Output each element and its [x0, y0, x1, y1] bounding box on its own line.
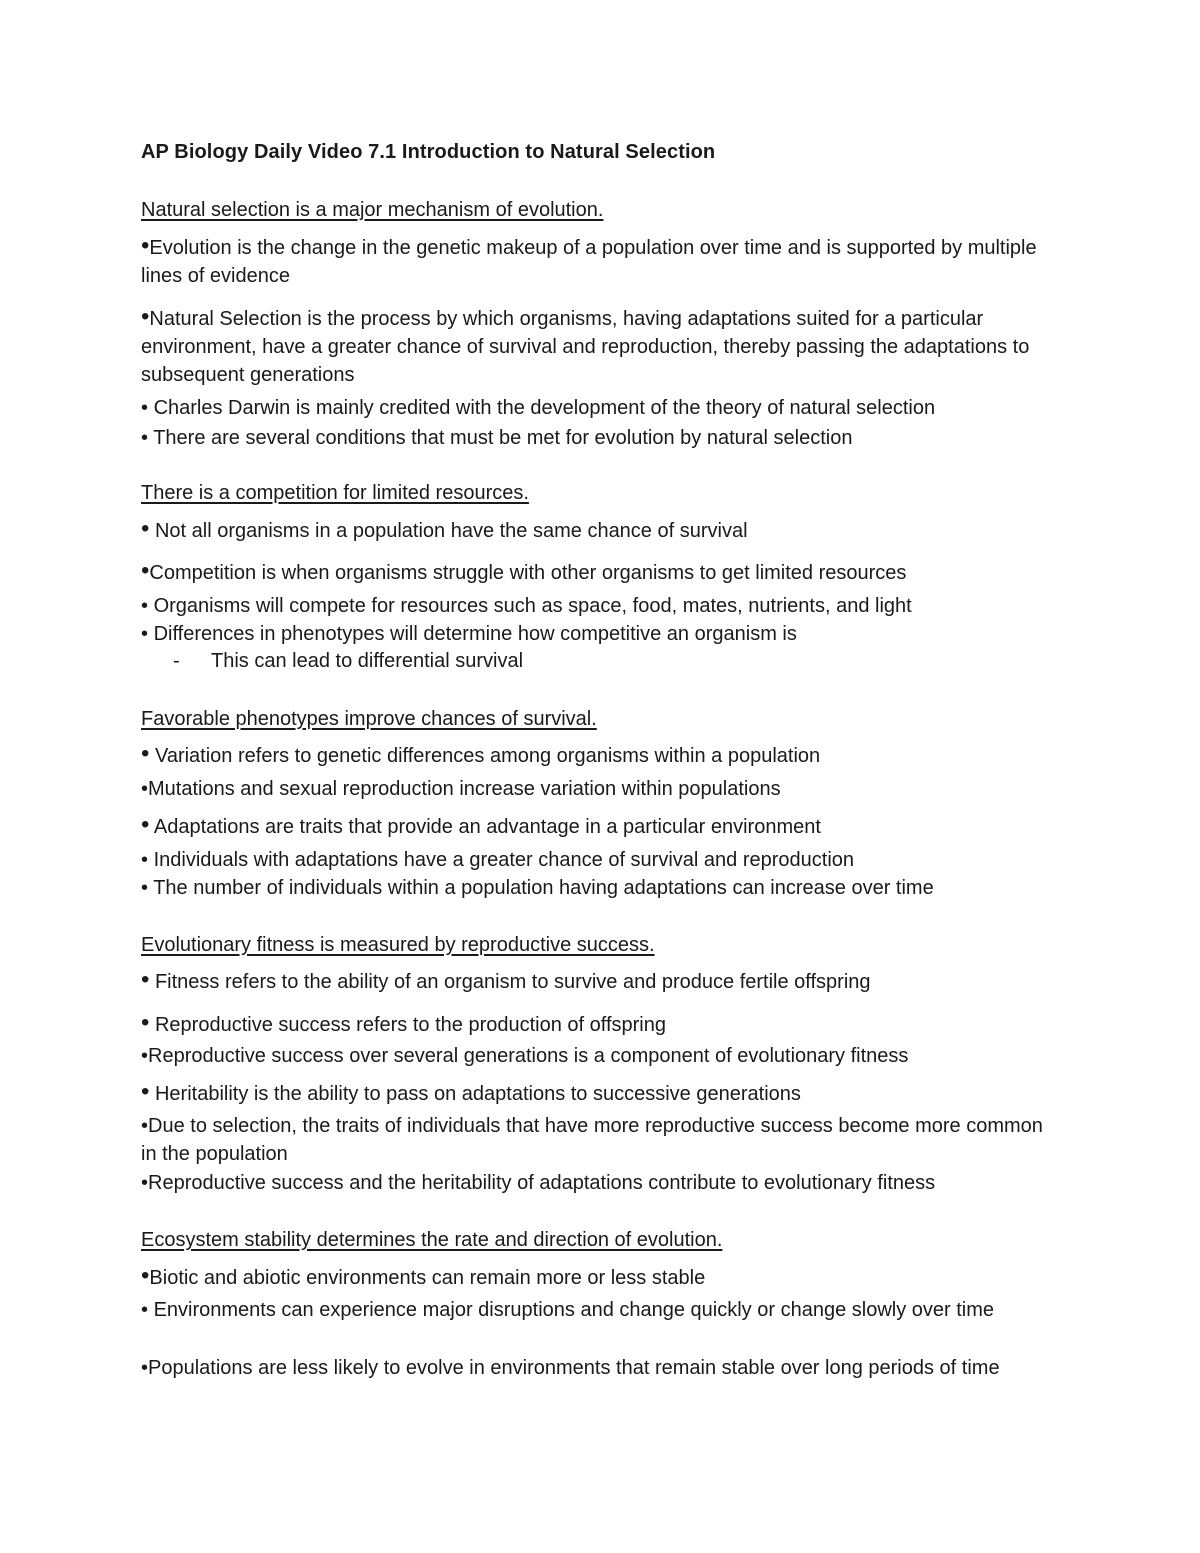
list-item: • There are several conditions that must be met for evolution by natural selection	[141, 427, 853, 449]
section-heading: Favorable phenotypes improve chances of survival.	[141, 708, 597, 730]
section-heading: Natural selection is a major mechanism of evolution.	[141, 199, 604, 221]
bullet-icon: •	[141, 427, 149, 449]
list-item: • Organisms will compete for resources such as space, food, mates, nutrients, and light	[141, 595, 912, 617]
bullet-icon: •	[141, 778, 149, 800]
section-heading: Ecosystem stability determines the rate and direction of evolution.	[141, 1229, 723, 1251]
bullet-icon: •	[141, 966, 150, 993]
bullet-icon: •	[141, 740, 150, 767]
section-heading: There is a competition for limited resources.	[141, 482, 529, 504]
bullet-icon: •	[141, 877, 149, 899]
list-item: •Populations are less likely to evolve in environments that remain stable over long periods of time	[141, 1354, 1061, 1382]
list-item: • Not all organisms in a population have the same chance of survival	[141, 515, 748, 542]
list-item: • Differences in phenotypes will determine how competitive an organism is	[141, 623, 797, 645]
sub-list-item: - This can lead to differential survival	[173, 650, 524, 672]
list-item: • Variation refers to genetic differences among organisms within a population	[141, 740, 821, 767]
document-title: AP Biology Daily Video 7.1 Introduction to Natural Selection	[141, 141, 716, 163]
bullet-icon: •	[141, 515, 150, 542]
bullet-icon: •	[141, 1172, 149, 1194]
list-item: •Due to selection, the traits of individuals that have more reproductive success become more common in the population	[141, 1112, 1061, 1168]
list-item: •Competition is when organisms struggle with other organisms to get limited resources	[141, 557, 907, 584]
bullet-icon: •	[141, 595, 149, 617]
list-item: • Heritability is the ability to pass on adaptations to successive generations	[141, 1078, 801, 1105]
bullet-icon: •	[141, 232, 150, 259]
bullet-icon: •	[141, 557, 150, 584]
list-item: • Charles Darwin is mainly credited with the development of the theory of natural selection	[141, 397, 936, 419]
bullet-icon: •	[141, 1262, 150, 1289]
list-item: • Adaptations are traits that provide an advantage in a particular environment	[141, 811, 821, 838]
list-item: • Reproductive success refers to the production of offspring	[141, 1009, 666, 1036]
bullet-icon: •	[141, 1357, 149, 1379]
list-item: •Biotic and abiotic environments can remain more or less stable	[141, 1262, 706, 1289]
list-item: •Evolution is the change in the genetic makeup of a population over time and is supported by multiple lines of evidence	[141, 232, 1037, 287]
dash-icon: -	[173, 650, 180, 672]
list-item: •Reproductive success and the heritability of adaptations contribute to evolutionary fitness	[141, 1172, 936, 1194]
bullet-icon: •	[141, 811, 150, 838]
list-item: • Individuals with adaptations have a greater chance of survival and reproduction	[141, 849, 855, 871]
bullet-icon: •	[141, 1078, 150, 1105]
list-item: • Environments can experience major disruptions and change quickly or change slowly over time	[141, 1296, 1061, 1324]
bullet-icon: •	[141, 623, 149, 645]
bullet-icon: •	[141, 303, 150, 330]
list-item: •Mutations and sexual reproduction increase variation within populations	[141, 778, 781, 800]
list-item: •Natural Selection is the process by which organisms, having adaptations suited for a particular environment, have a greater chance of survival and reproduction, thereby passing the adaptations to subsequent generations	[141, 303, 1030, 386]
bullet-icon: •	[141, 1299, 149, 1321]
bullet-icon: •	[141, 849, 149, 871]
bullet-icon: •	[141, 1009, 150, 1036]
bullet-icon: •	[141, 1045, 149, 1067]
list-item: •Reproductive success over several generations is a component of evolutionary fitness	[141, 1045, 909, 1067]
bullet-icon: •	[141, 1115, 149, 1137]
section-heading: Evolutionary fitness is measured by reproductive success.	[141, 934, 655, 956]
list-item: • Fitness refers to the ability of an organism to survive and produce fertile offspring	[141, 966, 871, 993]
bullet-icon: •	[141, 397, 149, 419]
list-item: • The number of individuals within a population having adaptations can increase over time	[141, 877, 934, 899]
